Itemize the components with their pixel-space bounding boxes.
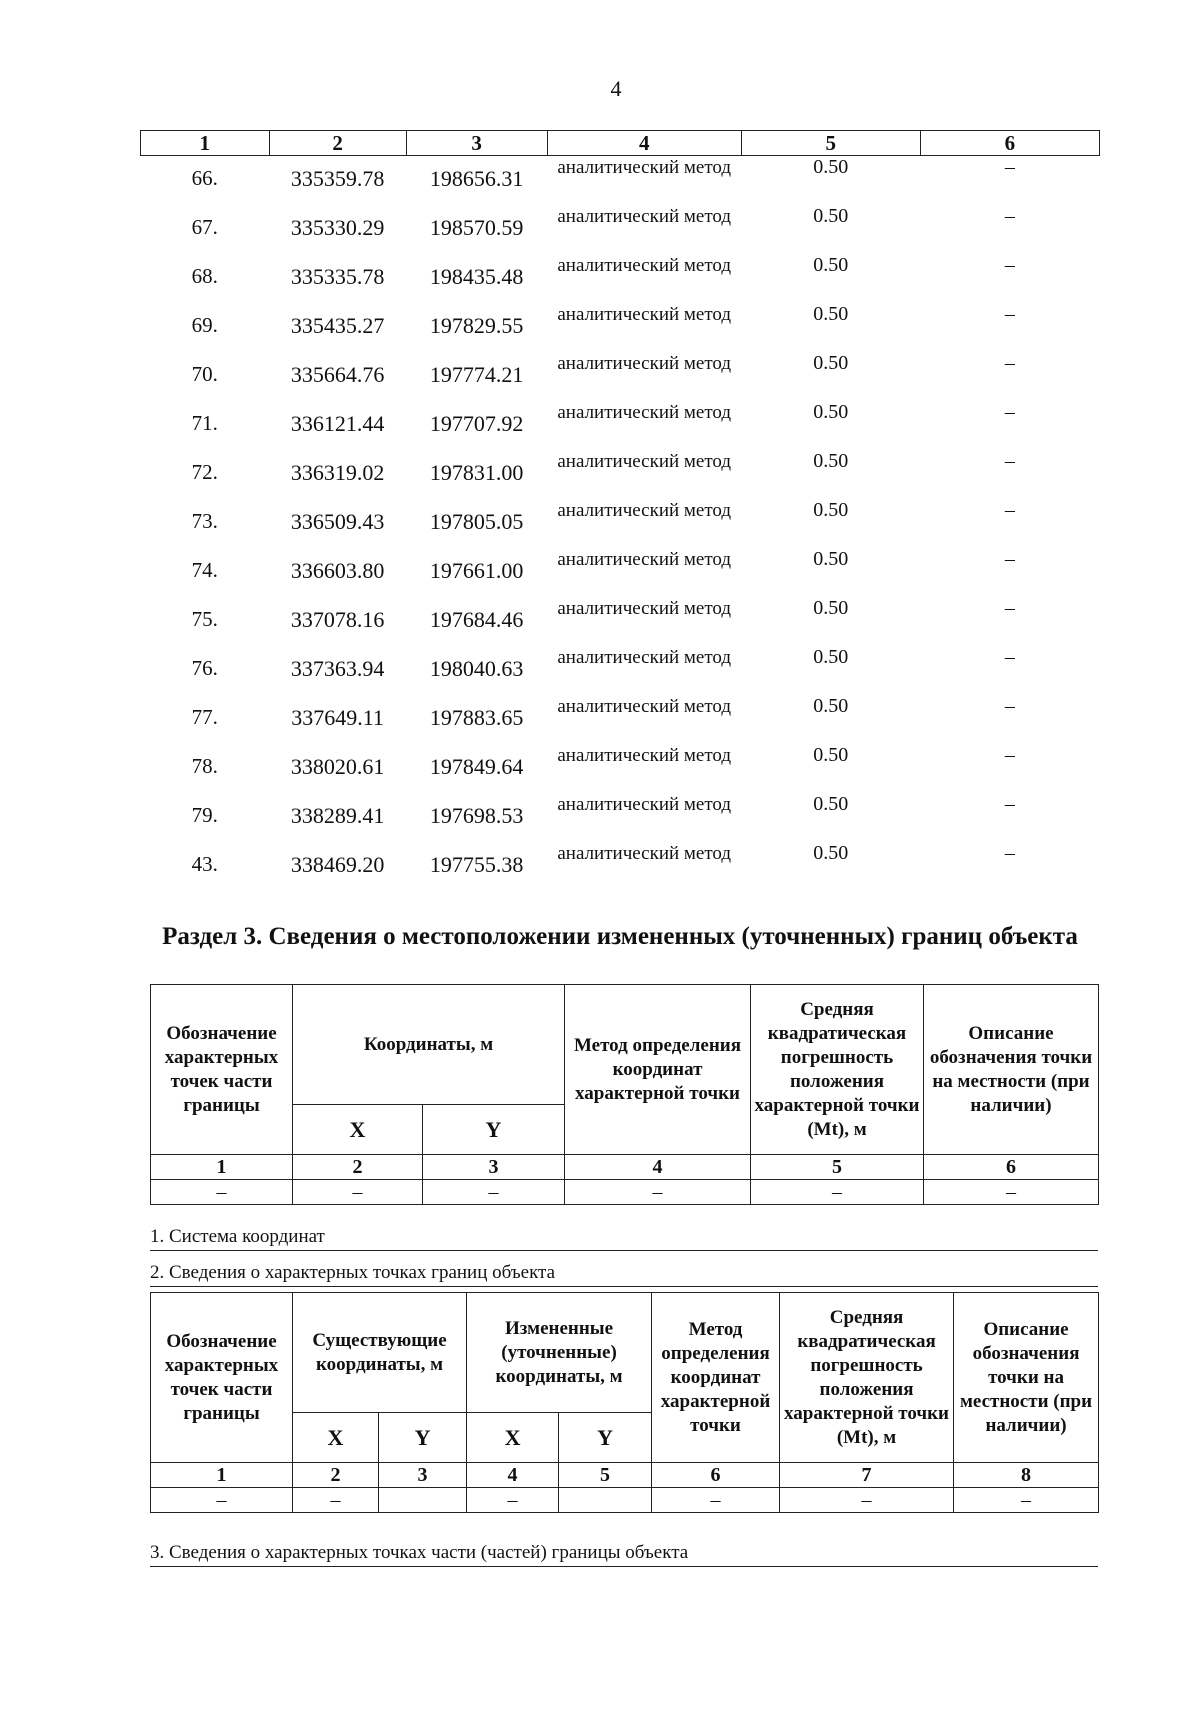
table-header-row [151,1293,1099,1413]
coord-y: 197831.00 [429,459,524,485]
coord-x: 337649.11 [291,704,384,730]
point-number: 74. [191,557,218,582]
column-number: 4 [467,1463,559,1488]
table-row [141,793,1100,842]
method: аналитический метод [557,401,732,423]
header-x: X [467,1413,559,1463]
description: – [1004,596,1015,619]
point-number: 43. [191,851,218,876]
table-cell: – [293,1180,423,1205]
table-cell: – [423,1180,565,1205]
table-header-row [151,985,1099,1105]
table-cell: – [565,1180,751,1205]
method: аналитический метод [557,744,732,766]
coord-x: 338469.20 [290,851,385,877]
point-number: 71. [191,410,218,435]
column-number: 4 [565,1155,751,1180]
table-cell: – [924,1180,1099,1205]
mt-value: 0.50 [813,156,849,178]
coord-x: 336121.44 [290,410,385,436]
mt-value: 0.50 [813,743,849,766]
table-row [141,450,1100,499]
description: – [1004,449,1015,472]
coord-x: 336319.02 [290,459,385,485]
mt-value: 0.50 [813,547,849,570]
table-cell: – [751,1180,924,1205]
point-number: 70. [191,361,218,386]
table-cell: – [652,1488,780,1513]
point-number: 66. [191,166,218,190]
description: – [1004,351,1015,374]
description: – [1004,156,1015,178]
method: аналитический метод [557,157,732,178]
column-number-row [151,1463,1099,1488]
mt-value: 0.50 [813,498,849,521]
method: аналитический метод [557,352,732,374]
description: – [1004,400,1015,423]
caption-part-points: 3. Сведения о характерных точках части (частей) границы объекта [150,1542,1098,1567]
section-title: Раздел 3. Сведения о местоположении измененных (уточненных) границ объекта [162,923,1078,950]
table-row [141,205,1100,254]
coord-y: 197684.46 [429,606,524,632]
coord-x: 335664.76 [290,361,385,387]
column-number: 3 [423,1155,565,1180]
coord-x: 335435.27 [290,312,385,338]
method: аналитический метод [557,450,732,472]
table-row [141,842,1100,891]
coord-y: 197849.64 [429,753,524,779]
header-existing-coords: Существующие координаты, м [293,1293,467,1413]
coord-y: 197829.55 [429,312,524,338]
mt-value: 0.50 [813,302,849,325]
coord-x: 338020.61 [290,753,385,779]
coord-y: 198435.48 [429,263,524,289]
method: аналитический метод [557,842,732,864]
coord-y: 198570.59 [429,214,524,240]
point-number: 76. [191,655,218,680]
method: аналитический метод [557,548,732,570]
mt-value: 0.50 [813,449,849,472]
column-header: 4 [547,131,741,156]
description: – [1004,302,1015,325]
method: аналитический метод [557,254,732,276]
point-number: 67. [191,214,218,239]
mt-value: 0.50 [813,351,849,374]
column-number: 5 [559,1463,652,1488]
table-row [141,548,1100,597]
coord-y: 198656.31 [429,166,524,191]
point-number: 78. [191,753,218,778]
method: аналитический метод [557,303,732,325]
table-row [141,744,1100,793]
method: аналитический метод [557,205,732,227]
coord-y: 197698.53 [429,802,524,828]
column-number: 6 [652,1463,780,1488]
point-number: 75. [191,606,218,631]
coord-x: 338289.41 [290,802,385,828]
table-cell: – [780,1488,954,1513]
coord-x: 335335.78 [290,263,385,289]
coord-y: 197661.00 [429,557,524,583]
table-row [141,646,1100,695]
header-description: Описание обозначения точки на местности (при наличии) [954,1293,1099,1463]
mt-value: 0.50 [813,596,849,619]
header-mt: Средняя квадратическая погрешность положения характерной точки (Mt), м [751,985,924,1155]
table-row [141,254,1100,303]
coord-y: 197883.65 [429,704,524,730]
coord-x: 335330.29 [290,214,385,240]
table-cell [559,1488,652,1513]
column-header: 6 [920,131,1099,156]
description: – [1004,547,1015,570]
table-row [141,695,1100,744]
header-changed-coords: Измененные (уточненные) координаты, м [467,1293,652,1413]
method: аналитический метод [557,499,732,521]
caption-characteristic-points: 2. Сведения о характерных точках границ объекта [150,1262,1098,1287]
point-number: 73. [191,508,218,533]
coord-y: 197707.92 [429,410,524,436]
column-header: 5 [741,131,920,156]
column-number: 3 [379,1463,467,1488]
coordinates-table [140,130,1100,891]
page-number: 4 [610,76,622,101]
coord-y: 197774.21 [429,361,524,387]
table-header-row [141,131,1100,156]
description: – [1004,204,1015,227]
mt-value: 0.50 [813,253,849,276]
point-number: 77. [191,704,218,729]
table-row [141,597,1100,646]
coord-y: 197755.38 [429,851,524,877]
header-method: Метод определения координат характерной точки [565,985,751,1155]
point-number: 79. [191,802,218,827]
header-x: X [293,1413,379,1463]
column-number: 7 [780,1463,954,1488]
coord-x: 336603.80 [290,557,385,583]
header-y: Y [423,1105,565,1155]
coord-x: 336509.43 [290,508,385,534]
header-x: X [293,1105,423,1155]
coord-x: 335359.78 [290,166,385,191]
method: аналитический метод [557,597,732,619]
table-cell [379,1488,467,1513]
column-header: 3 [406,131,547,156]
table-cell: – [151,1488,293,1513]
column-number: 1 [151,1155,293,1180]
mt-value: 0.50 [813,841,849,864]
coord-y: 198040.63 [429,655,524,681]
column-header: 2 [269,131,406,156]
column-number-row [151,1155,1099,1180]
description: – [1004,743,1015,766]
method: аналитический метод [557,646,732,668]
mt-value: 0.50 [813,694,849,717]
column-number: 2 [293,1155,423,1180]
point-number: 72. [191,459,218,484]
header-y: Y [559,1413,652,1463]
header-method: Метод определения координат характерной точки [652,1293,780,1463]
mt-value: 0.50 [813,792,849,815]
table-cell: – [151,1180,293,1205]
column-number: 1 [151,1463,293,1488]
column-number: 2 [293,1463,379,1488]
mt-value: 0.50 [813,400,849,423]
table-cell: – [467,1488,559,1513]
description: – [1004,498,1015,521]
header-point: Обозначение характерных точек части границы [151,985,293,1155]
mt-value: 0.50 [813,204,849,227]
header-y: Y [379,1413,467,1463]
point-number: 68. [191,263,218,288]
method: аналитический метод [557,695,732,717]
header-mt: Средняя квадратическая погрешность положения характерной точки (Mt), м [780,1293,954,1463]
table-row [151,1180,1099,1205]
table-cell: – [954,1488,1099,1513]
point-number: 69. [191,312,218,337]
header-coords: Координаты, м [293,985,565,1105]
table-row [141,352,1100,401]
table-row [141,499,1100,548]
column-number: 5 [751,1155,924,1180]
table-row [151,1488,1099,1513]
method: аналитический метод [557,793,732,815]
coord-x: 337363.94 [290,655,385,681]
description: – [1004,253,1015,276]
table-row [141,303,1100,352]
column-number: 8 [954,1463,1099,1488]
table-row [141,401,1100,450]
table-row [141,156,1100,205]
description: – [1004,792,1015,815]
changed-boundaries-table [150,984,1099,1205]
table-cell: – [293,1488,379,1513]
description: – [1004,645,1015,668]
caption-coordinate-system: 1. Система координат [150,1226,1098,1251]
characteristic-points-table [150,1292,1099,1513]
coord-y: 197805.05 [429,508,524,534]
header-description: Описание обозначения точки на местности (при наличии) [924,985,1099,1155]
description: – [1004,841,1015,864]
mt-value: 0.50 [813,645,849,668]
column-number: 6 [924,1155,1099,1180]
header-point: Обозначение характерных точек части границы [151,1293,293,1463]
column-header: 1 [141,131,270,156]
coord-x: 337078.16 [290,606,385,632]
description: – [1004,694,1015,717]
